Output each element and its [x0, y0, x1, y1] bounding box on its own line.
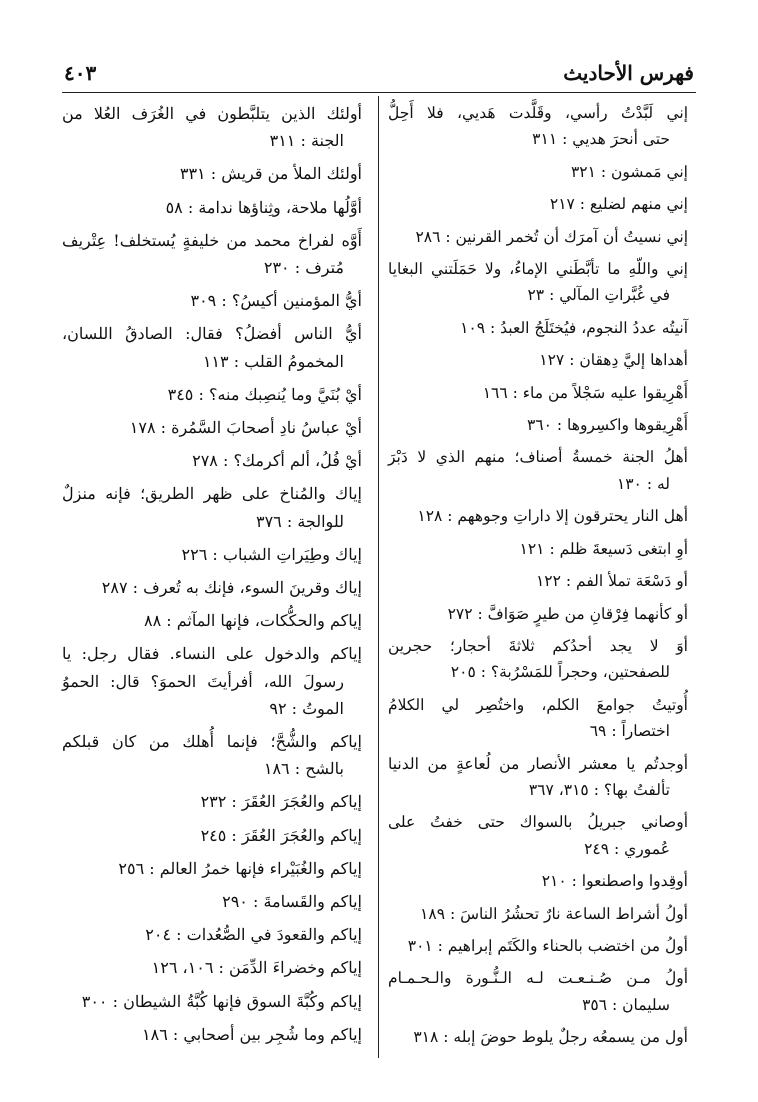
- page-title: فهرس الأحاديث: [563, 61, 694, 85]
- entry-text: أولئك الملأ من قريش : ٣٣١: [179, 164, 362, 184]
- entry-continuation: مُترف : ٢٣٠: [263, 258, 344, 278]
- entry-text: أولُ مـن صُـنـعـت لـه الـنُّـورة والـحـمـام: [388, 969, 688, 988]
- entry-continuation: في غُبَّراتِ المآلي : ٢٣: [527, 286, 670, 305]
- column-divider: [378, 96, 379, 1058]
- hadith-entry: [62, 640, 362, 722]
- hadith-entry: [388, 380, 688, 406]
- hadith-entry: [62, 921, 362, 948]
- entry-text: أولُ أشراط الساعة نارٌ تحشُرُ الناسَ : ١٨٩: [420, 904, 688, 923]
- entry-text: أيْ بُنَيَّ وما يُنصِبك منه؟ : ٣٤٥: [167, 384, 362, 404]
- entry-text: أهلُ الجنة خمسةُ أصناف؛ منهم الذي لا دَبْرَ: [388, 448, 688, 467]
- entry-continuation: الموتُ : ٩٢: [269, 698, 344, 718]
- entry-text: أوجدتُم يا معشر الأنصار من لُعاعةٍ من الدنيا: [388, 754, 688, 773]
- entry-continuation: المخمومُ القلب : ١١٣: [202, 351, 344, 371]
- entry-text: أول من يسمعُه رجلٌ يلوط حوضَ إبله : ٣١٨: [413, 1028, 688, 1047]
- entry-continuation: سليمان : ٣٥٦: [582, 995, 670, 1014]
- entry-text: أَهْرِيقوها واكسِروها : ٣٦٠: [526, 416, 688, 435]
- hadith-entry: [62, 607, 362, 634]
- entry-text: إياكم والعُجَرَ العُقَرَ : ٢٣٢: [200, 792, 362, 812]
- entry-text: إياك وطِيَراتِ الشباب : ٢٢٦: [181, 544, 362, 564]
- entry-text: أُوتيتُ جوامعَ الكلم، واختُصِر لي الكلامُ: [388, 695, 688, 714]
- hadith-entry: [62, 447, 362, 474]
- entry-text: أَهْرِيقوا عليه سَجْلاً من ماء : ١٦٦: [482, 383, 688, 402]
- hadith-entry: [62, 160, 362, 187]
- hadith-entry: [62, 822, 362, 849]
- entry-text: إياكم والقعودَ في الصُّعُدات : ٢٠٤: [145, 925, 362, 945]
- entry-text: أوقِدوا واصطنعوا : ٢١٠: [541, 872, 688, 891]
- entry-text: أَوَّه لفراخ محمد من خليفةٍ يُستخلف! عِتْريف: [62, 230, 362, 250]
- hadith-entry: [388, 868, 688, 894]
- hadith-entry: [62, 227, 362, 281]
- entry-continuation: الجنة : ٣١١: [269, 131, 344, 151]
- entry-text: إياكم والغُبَيْراء فإنها خمرُ العالم : ٢٥٦: [118, 858, 362, 878]
- entry-continuation: بالشح : ١٨٦: [263, 759, 344, 779]
- entry-text: أيُّ الناس أفضلُ؟ فقال: الصادقُ اللسان،: [62, 324, 362, 344]
- right-column: [388, 100, 688, 1057]
- entry-text: إني منهم لضليع : ٢١٧: [549, 195, 688, 214]
- entry-text: أولُ من اختضب بالحناء والكَتَم إبراهيم : ٣٠١: [407, 936, 688, 955]
- entry-text: أو دَسْعَة تملأ الفم : ١٢٢: [535, 572, 688, 591]
- entry-text: إياكم وكُبَّةَ السوق فإنها كُبَّةُ الشيطان : ٣٠٠: [81, 991, 362, 1011]
- hadith-entry: [388, 901, 688, 927]
- hadith-entry: [62, 194, 362, 221]
- hadith-entry: [62, 414, 362, 441]
- hadith-entry: [388, 1024, 688, 1050]
- entry-text: إياكم والشُّحَّ؛ فإنما أُهلك من كان قبلكم: [62, 732, 362, 752]
- hadith-entry: [388, 933, 688, 959]
- entry-text: أيْ عباسُ نادِ أصحابَ السَّمُرة : ١٧٨: [129, 418, 362, 438]
- entry-continuation: للوالجة : ٣٧٦: [255, 511, 344, 531]
- entry-text: إياكم والعُجَرَ العُقَرَ : ٢٤٥: [200, 825, 362, 845]
- entry-text: أيُّ المؤمنين أكيسُ؟ : ٣٠٩: [190, 291, 362, 311]
- entry-continuation: للصفحتين، وحجراً للمَسْرُبة؟ : ٢٠٥: [450, 663, 670, 682]
- hadith-entry: [388, 751, 688, 804]
- hadith-entry: [62, 574, 362, 601]
- entry-text: إياك والمُناخ على ظهر الطريق؛ فإنه منزلٌ: [62, 484, 362, 504]
- hadith-entry: [62, 888, 362, 915]
- entry-text: إياكم والحكُّكات، فإنها المآثم : ٨٨: [144, 611, 362, 631]
- hadith-entry: [62, 728, 362, 782]
- hadith-entry: [388, 256, 688, 309]
- hadith-entry: [62, 480, 362, 534]
- hadith-entry: [388, 347, 688, 373]
- hadith-entry: [388, 633, 688, 686]
- entry-text: أوَّلُها ملاحة، وثِناؤها ندامة : ٥٨: [165, 197, 362, 217]
- hadith-entry: [388, 100, 688, 153]
- hadith-entry: [388, 224, 688, 250]
- left-column: [62, 100, 362, 1054]
- entry-text: أيْ فُلُ، ألم أكرمك؟ : ٢٧٨: [192, 451, 362, 471]
- entry-text: إياكم والقَسامةَ : ٢٩٠: [222, 892, 362, 912]
- hadith-entry: [388, 692, 688, 745]
- hadith-entry: [388, 536, 688, 562]
- entry-text: إياكم وما شُجِر بين أصحابي : ١٨٦: [142, 1024, 362, 1044]
- entry-text: أوِ ابتغى دَسيعةَ ظلم : ١٢١: [519, 539, 688, 558]
- hadith-entry: [388, 159, 688, 185]
- hadith-entry: [388, 601, 688, 627]
- entry-continuation: حتى أنحرَ هديي : ٣١١: [532, 130, 670, 149]
- hadith-entry: [62, 287, 362, 314]
- entry-text: أوصاني جبريلُ بالسواك حتى خفتُ على: [388, 813, 688, 832]
- entry-text: إياك وقرينَ السوء، فإنك به تُعرف : ٢٨٧: [101, 578, 362, 598]
- hadith-entry: [388, 412, 688, 438]
- page-header: [64, 58, 694, 88]
- hadith-entry: [388, 444, 688, 497]
- header-rule: [62, 92, 696, 93]
- hadith-entry: [62, 100, 362, 154]
- hadith-entry: [62, 541, 362, 568]
- entry-text: إياكم والدخول على النساء. فقال رجل: يا: [62, 644, 362, 664]
- hadith-entry: [62, 855, 362, 882]
- entry-text: أو كأنهما فِرْقانِ من طيرٍ صَوَافَّ : ٢٧٢: [447, 604, 688, 623]
- hadith-entry: [62, 954, 362, 981]
- hadith-entry: [388, 568, 688, 594]
- entry-text: إني واللّهِ ما تأبَّطَني الإماءُ، ولا حَمَلَتني البغايا: [388, 260, 688, 279]
- entry-continuation: اختصاراً : ٦٩: [589, 722, 670, 741]
- hadith-entry: [388, 965, 688, 1018]
- hadith-entry: [62, 988, 362, 1015]
- hadith-entry: [62, 1021, 362, 1048]
- hadith-entry: [388, 809, 688, 862]
- hadith-entry: [62, 381, 362, 408]
- entry-continuation: له : ١٣٠: [616, 474, 670, 493]
- entry-text: أوَ لا يجد أحدُكم ثلاثةَ أحجار؛ حجرين: [388, 636, 688, 655]
- entry-text: إياكم وخضراءَ الدِّمَن : ١٠٦، ١٢٦: [151, 958, 362, 978]
- entry-text: أولئك الذين يتلبَّطون في الغُرَف العُلا من: [62, 104, 362, 123]
- entry-text: إني نسيتُ أن آمرَك أن تُخمر القرنين : ٢٨٦: [415, 227, 688, 246]
- page-number: ٤٠٣: [64, 61, 97, 85]
- hadith-entry: [62, 788, 362, 815]
- entry-continuation: تألفتُ بها؟ : ٣١٥، ٣٦٧: [528, 780, 670, 799]
- hadith-entry: [388, 503, 688, 529]
- entry-text: أهل النار يحترقون إلا داراتِ وجوههم : ١٢٨: [417, 507, 688, 526]
- entry-text: إني مَمشون : ٣٢١: [570, 162, 688, 181]
- hadith-entry: [388, 315, 688, 341]
- entry-text: إني لَبَّدْتُ رأسي، وقَلَّدت هَديي، فلا أَحِلُّ: [388, 104, 688, 122]
- entry-continuation: عُموري : ٢٤٩: [584, 839, 670, 858]
- hadith-entry: [388, 191, 688, 217]
- hadith-entry: [62, 320, 362, 374]
- entry-continuation: رسولَ الله، أفرأيتَ الحموَ؟ قال: الحموُ: [62, 671, 344, 691]
- entry-text: آنيتُه عددُ النجوم، فيُختَلَجُ العبدُ : ١٠٩: [460, 318, 688, 337]
- entry-text: أهداها إليَّ دِهقان : ١٢٧: [539, 351, 688, 370]
